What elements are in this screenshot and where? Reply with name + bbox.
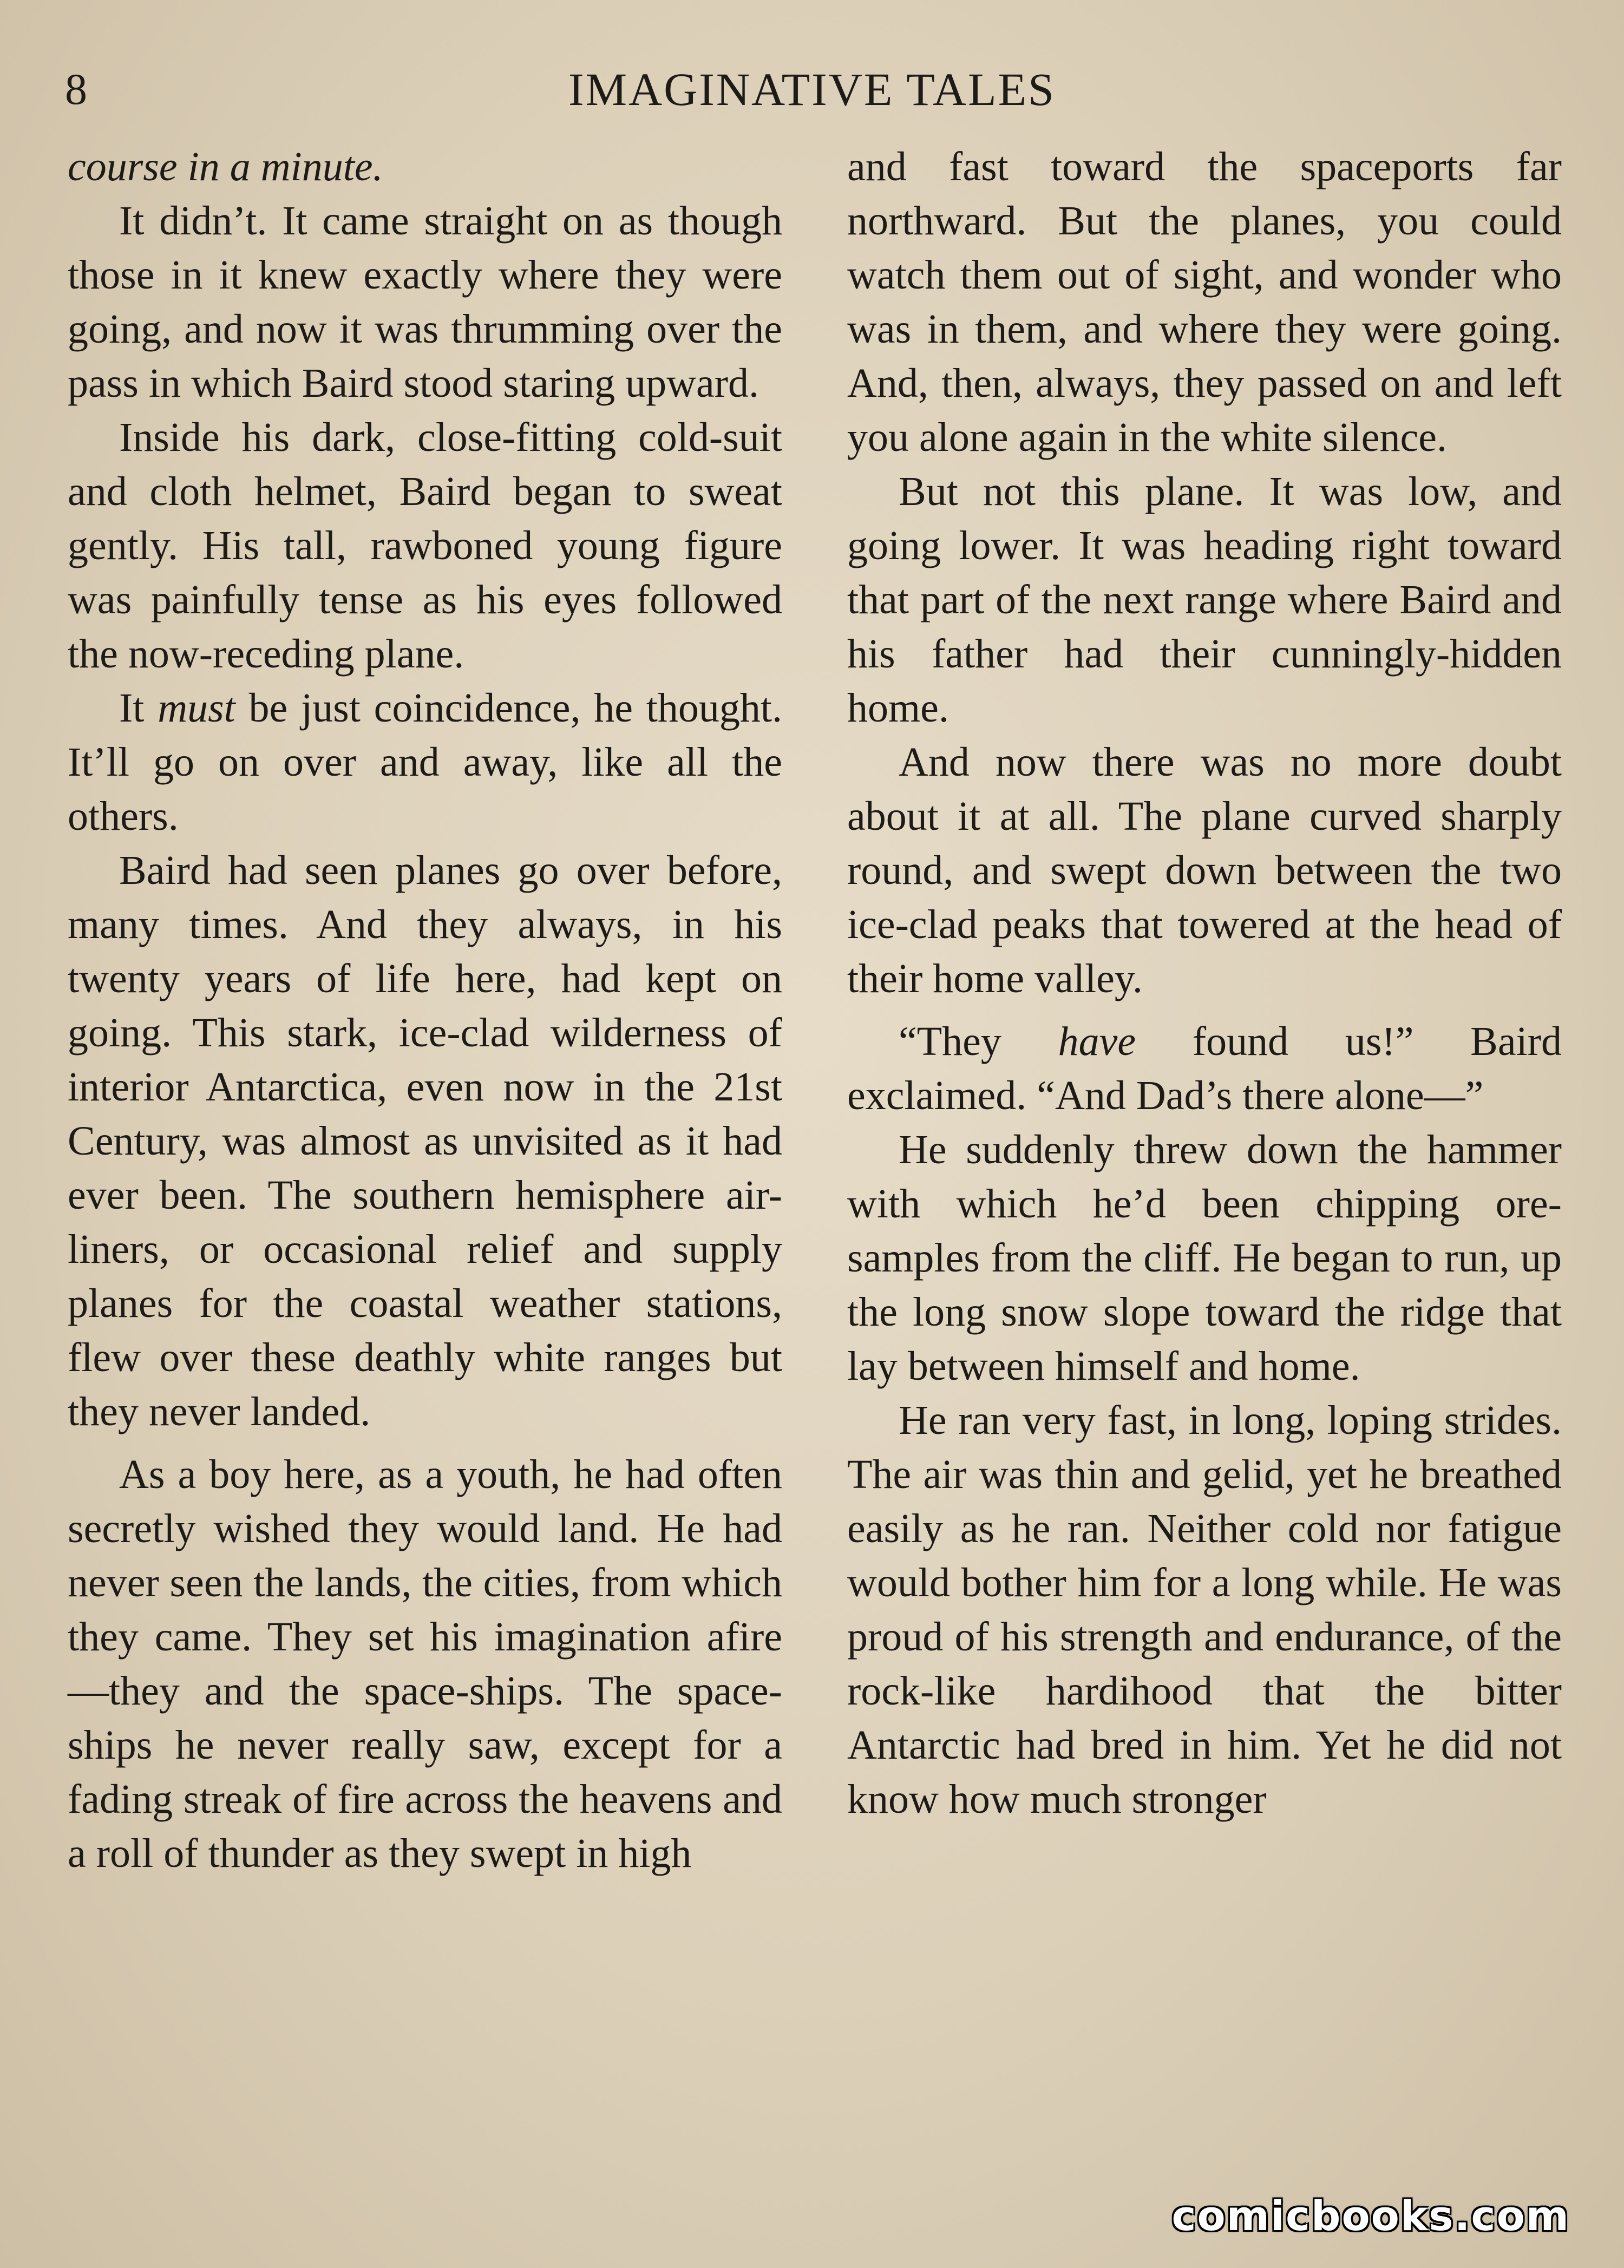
paragraph: He ran very fast, in long, loping strides. The air was thin and gelid, yet he breathed easily as he ran. Neither cold nor fatigue would bother him for a long while. He was proud of his strength and endurance, of the rock-like hardihood that the bitter Antarctic had bred in him. Yet he did not know how much stronger: [847, 1398, 1562, 1822]
paragraph: It didn’t. It came straight on as though those in it knew exactly where they were going, and now it was thrumming over the pass in which Baird stood staring upward.: [68, 198, 782, 406]
text-run: “They: [899, 1019, 1058, 1064]
italic-text: must: [158, 685, 235, 731]
right-column: [847, 140, 1562, 1826]
paragraph: As a boy here, as a youth, he had often secretly wished they would land. He had never seen the lands, the cities, from which they came. They set his imagination afire—they and the space-ships. The space-ships he never really saw, except for a fading streak of fire across the heavens and a roll of thunder as they swept in high: [68, 1452, 782, 1876]
paragraph: [68, 140, 782, 194]
paragraph: Inside his dark, close-fitting cold-suit and cloth helmet, Baird began to sweat gently. His tall, rawboned young figure was painfully tense as his eyes followed the now-receding plane.: [68, 415, 782, 677]
page-number: 8: [65, 64, 87, 114]
italic-text: have: [1058, 1019, 1136, 1064]
paragraph: He suddenly threw down the hammer with which he’d been chipping ore-samples from the cliff. He began to run, up the long snow slope toward the ridge that lay between himself and home.: [847, 1127, 1562, 1389]
paragraph: and fast toward the spaceports far northward. But the planes, you could watch them out of sight, and wonder who was in them, and where they were going. And, then, always, they passed on and left you alone again in the white silence.: [847, 144, 1562, 460]
paragraph: But not this plane. It was low, and going lower. It was heading right toward that part of the next range where Baird and his father had their cunningly-hidden home.: [847, 469, 1562, 731]
site-watermark: comicbooks.com: [1171, 2192, 1570, 2240]
left-column: [68, 140, 782, 1880]
paragraph: And now there was no more doubt about it at all. The plane curved sharply round, and swept down between the two ice-clad peaks that towered at the head of their home valley.: [847, 739, 1562, 1001]
running-title: IMAGINATIVE TALES: [568, 63, 1056, 115]
page-header: [65, 60, 1559, 119]
text-run: be just coincidence, he thought. It’ll go on over and away, like all the others.: [68, 685, 782, 839]
paragraph: Baird had seen planes go over before, many times. And they always, in his twenty years of life here, had kept on going. This stark, ice-clad wilderness of interior Antarctica, even now in the 21st Century, was almost as unvisited as it had ever been. The southern hemisphere air-liners, or occasional relief and supply planes for the coastal weather stations, flew over these deathly white ranges but they never landed.: [68, 848, 782, 1434]
paragraph: [847, 1014, 1562, 1123]
text-run: It: [119, 685, 158, 731]
paragraph: [68, 681, 782, 843]
text-run: found us!” Baird exclaimed. “And Dad’s there alone—”: [847, 1019, 1562, 1118]
italic-text: course in a minute.: [68, 144, 383, 189]
